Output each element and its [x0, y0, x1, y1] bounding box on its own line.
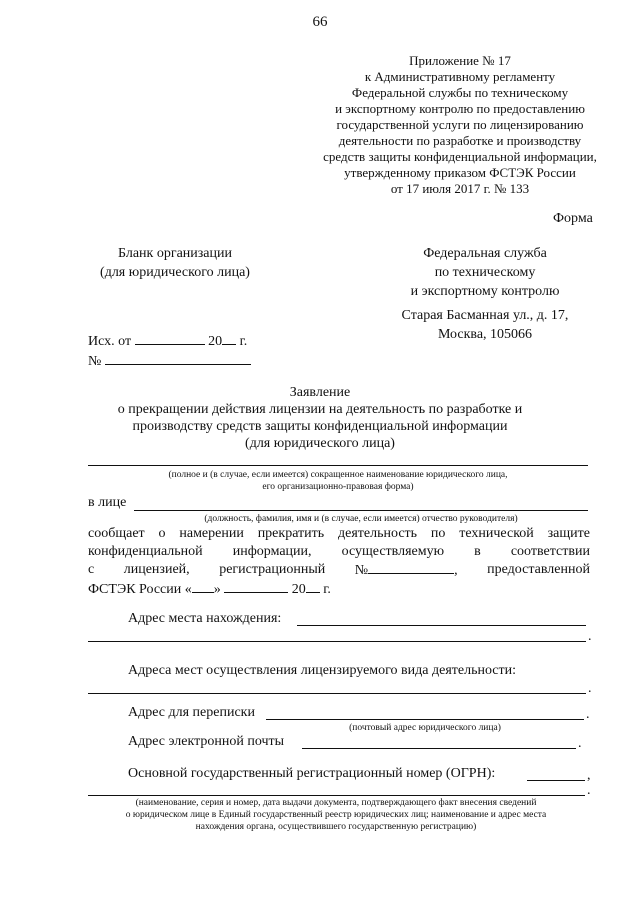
- org-blank-line2: (для юридического лица): [100, 265, 250, 280]
- location-line-2[interactable]: [88, 641, 586, 642]
- email-line[interactable]: [302, 748, 576, 749]
- license-month-blank[interactable]: [224, 580, 288, 593]
- license-date-quote: »: [213, 582, 221, 597]
- license-number-group: [355, 561, 458, 580]
- outgoing-date-row: [88, 332, 251, 352]
- body-word: конфиденциальной: [88, 544, 203, 559]
- body-word: по: [430, 526, 446, 541]
- title-line1: Заявление: [289, 385, 351, 400]
- appendix-line: к Административному регламенту: [364, 69, 556, 84]
- appendix-line: утвержденному приказом ФСТЭК России: [344, 165, 576, 180]
- outgoing-year: 20: [208, 334, 223, 349]
- head-hint: (должность, фамилия, имя и (в случае, если имеется) отчество руководителя): [204, 514, 518, 524]
- location-end-dot: .: [588, 629, 592, 644]
- org-name-line[interactable]: [88, 465, 588, 466]
- outgoing-number-blank[interactable]: [105, 352, 251, 365]
- egrul-hint-line2: о юридическом лице в Единый государственный реестр юридических лиц; наименование и адрес места: [125, 810, 547, 820]
- body-line1: [88, 525, 590, 543]
- ogrn-line[interactable]: [527, 780, 585, 781]
- egrul-hint-line1: (наименование, серия и номер, дата выдачи документа, подтверждающего факт внесения сведений: [135, 798, 537, 808]
- body-word: регистрационный: [219, 562, 326, 577]
- license-date-prefix: ФСТЭК России «: [88, 582, 192, 597]
- email-label: Адрес электронной почты: [128, 734, 285, 749]
- ogrn-label: Основной государственный регистрационный номер (ОГРН):: [128, 766, 496, 781]
- egrul-hint-line3: нахождения органа, осуществившего государственную регистрацию): [195, 822, 477, 832]
- location-line[interactable]: [297, 625, 586, 626]
- body-word: в: [474, 544, 481, 559]
- body-line4: [88, 580, 590, 599]
- postal-end-dot: .: [586, 707, 590, 722]
- license-number-label: №: [354, 563, 369, 578]
- appendix-line: Федеральной службы по техническому: [351, 85, 569, 100]
- body-word: осуществляемую: [341, 544, 445, 559]
- recipient-address1: Старая Басманная ул., д. 17,: [401, 308, 569, 323]
- appendix-line: от 17 июля 2017 г. № 133: [390, 181, 530, 196]
- appendix-line: средств защиты конфиденциальной информации,: [323, 149, 597, 164]
- license-number-blank[interactable]: [368, 561, 454, 574]
- outgoing-prefix: Исх. от: [88, 334, 132, 349]
- body-line2: [88, 543, 590, 561]
- org-name-hint: [88, 469, 588, 493]
- head-line[interactable]: [134, 510, 588, 511]
- body-word: деятельность: [338, 526, 418, 541]
- activity-label: Адреса мест осуществления лицензируемого вида деятельности:: [128, 663, 517, 678]
- location-label: Адрес места нахождения:: [128, 611, 282, 626]
- recipient-address: [380, 306, 590, 344]
- postal-line[interactable]: [266, 719, 584, 720]
- license-year-blank[interactable]: [306, 580, 320, 593]
- body-word: с: [88, 562, 95, 577]
- outgoing-number-row: [88, 352, 251, 372]
- body-word: о: [158, 526, 166, 541]
- title-line3: производству средств защиты конфиденциальной информации: [132, 419, 508, 434]
- org-name-hint-line2: его организационно-правовая форма): [262, 482, 414, 492]
- recipient-line3: и экспортному контролю: [410, 284, 560, 299]
- appendix-line: Приложение № 17: [409, 53, 511, 68]
- egrul-end-dot: .: [587, 783, 591, 798]
- appendix-line: и экспортному контролю по предоставлению: [335, 101, 585, 116]
- statement-body: [88, 525, 590, 599]
- org-name-hint-line1: (полное и (в случае, если имеется) сокращенное наименование юридического лица,: [168, 470, 508, 480]
- recipient-block: [380, 244, 590, 301]
- recipient-line1: Федеральная служба: [423, 246, 547, 261]
- recipient-address2: Москва, 105066: [437, 327, 533, 342]
- body-word: соответствии: [510, 544, 590, 559]
- body-word: информации,: [232, 544, 312, 559]
- page-number: 66: [312, 14, 328, 30]
- egrul-line[interactable]: [88, 795, 585, 796]
- in-person-label: в лице: [88, 495, 127, 510]
- outgoing-number-label: №: [88, 354, 102, 369]
- license-number-comma: ,: [454, 563, 458, 578]
- title-line4: (для юридического лица): [245, 436, 395, 451]
- document-title: [0, 384, 640, 452]
- body-word: сообщает: [88, 526, 145, 541]
- appendix-line: деятельности по разработке и производству: [338, 133, 582, 148]
- license-year: 20: [291, 582, 306, 597]
- egrul-hint: [80, 797, 592, 833]
- body-word: предоставленной: [487, 562, 590, 577]
- activity-end-dot: .: [588, 681, 592, 696]
- org-blank-line1: Бланк организации: [117, 246, 232, 261]
- appendix-header: [300, 53, 620, 197]
- body-word: технической: [459, 526, 534, 541]
- body-word: прекратить: [257, 526, 325, 541]
- recipient-line2: по техническому: [434, 265, 536, 280]
- license-day-blank[interactable]: [192, 580, 214, 593]
- form-label: Форма: [553, 211, 593, 226]
- body-word: защите: [547, 526, 590, 541]
- email-end-dot: .: [578, 736, 582, 751]
- appendix-line: государственной услуги по лицензированию: [336, 117, 584, 132]
- activity-line[interactable]: [88, 693, 586, 694]
- org-blank: [70, 244, 280, 282]
- body-word: намерении: [179, 526, 244, 541]
- postal-hint: (почтовый адрес юридического лица): [349, 723, 501, 733]
- outgoing-year-suffix: г.: [239, 334, 248, 349]
- ogrn-end-comma: ,: [587, 768, 591, 783]
- body-word: лицензией,: [123, 562, 190, 577]
- outgoing-year-blank[interactable]: [222, 332, 236, 345]
- postal-label: Адрес для переписки: [128, 705, 255, 720]
- outgoing-reference: [88, 332, 251, 372]
- outgoing-date-blank[interactable]: [135, 332, 205, 345]
- body-line3: [88, 561, 590, 580]
- license-year-suffix: г.: [323, 582, 331, 597]
- title-line2: о прекращении действия лицензии на деятельность по разработке и: [117, 402, 523, 417]
